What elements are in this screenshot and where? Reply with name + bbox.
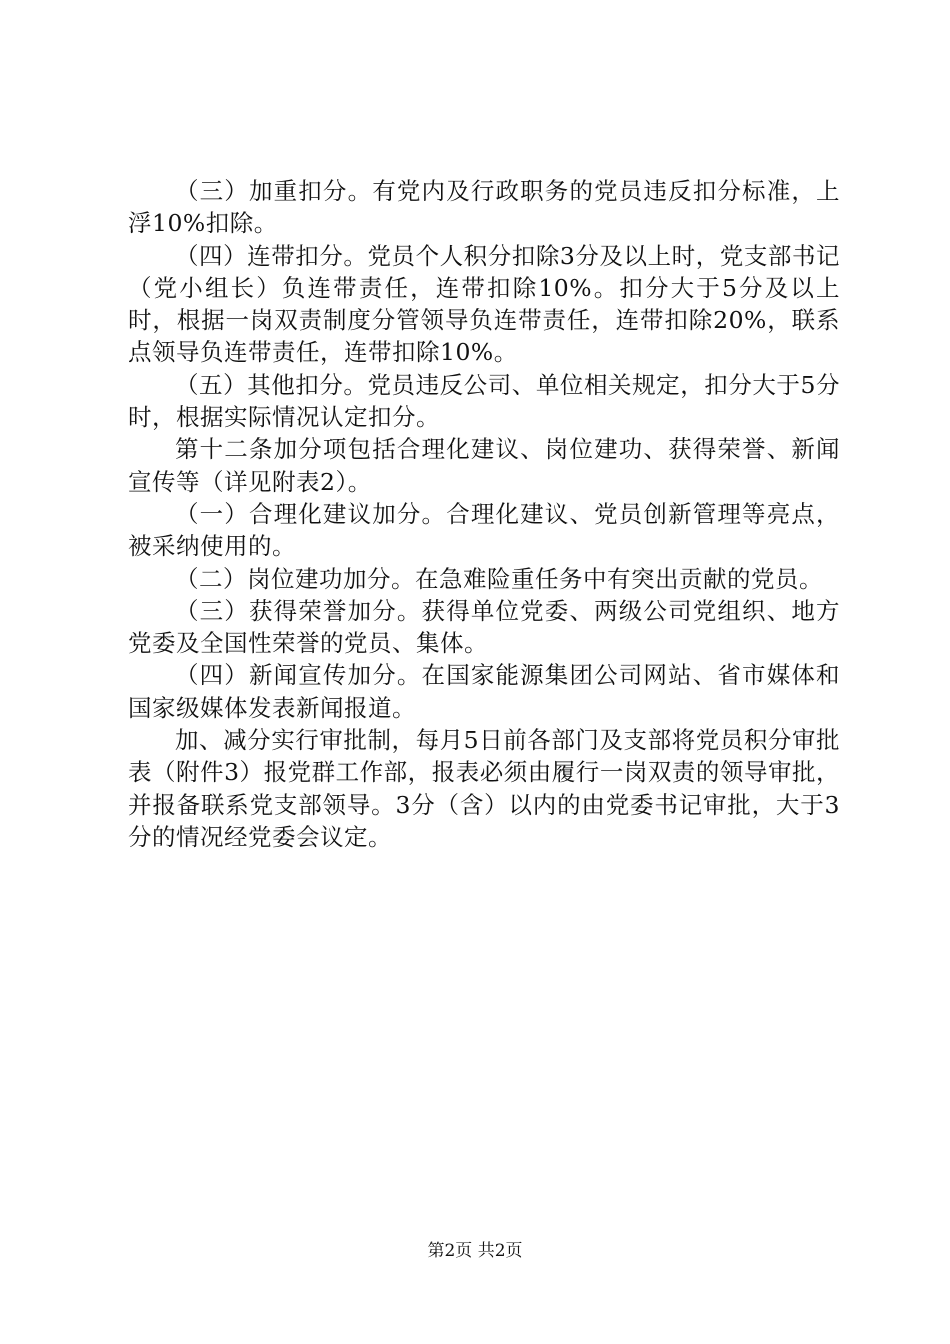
paragraph-joint-deduction: （四）连带扣分。党员个人积分扣除3分及以上时，党支部书记（党小组长）负连带责任，连带扣除10%。扣分大于5分及以上时，根据一岗双责制度分管领导负连带责任，连带扣除20%，联系点领导负连带责任，连带扣除10%。 [128, 241, 840, 367]
paragraph-post-merit-bonus: （二）岗位建功加分。在急难险重任务中有突出贡献的党员。 [175, 564, 823, 593]
page-number-label: 第2页 共2页 [427, 1241, 523, 1261]
page-footer [0, 1240, 950, 1262]
paragraph-news-bonus: （四）新闻宣传加分。在国家能源集团公司网站、省市媒体和国家级媒体发表新闻报道。 [128, 661, 840, 722]
paragraph-approval-process: 加、减分实行审批制，每月5日前各部门及支部将党员积分审批表（附件3）报党群工作部，报表必须由履行一岗双责的领导审批，并报备联系党支部领导。3分（含）以内的由党委书记审批，大于3分的情况经党委会议定。 [128, 726, 840, 851]
paragraph-honor-bonus: （三）获得荣誉加分。获得单位党委、两级公司党组织、地方党委及全国性荣誉的党员、集体。 [128, 596, 840, 658]
document-body [128, 175, 840, 853]
paragraph-article-twelve: 第十二条加分项包括合理化建议、岗位建功、获得荣誉、新闻宣传等（详见附表2）。 [128, 435, 840, 496]
paragraph-other-deduction: （五）其他扣分。党员违反公司、单位相关规定，扣分大于5分时，根据实际情况认定扣分。 [128, 370, 840, 432]
paragraph-suggestion-bonus: （一）合理化建议加分。合理化建议、党员创新管理等亮点，被采纳使用的。 [128, 499, 840, 561]
paragraph-aggravated-deduction: （三）加重扣分。有党内及行政职务的党员违反扣分标准，上浮10%扣除。 [128, 177, 840, 238]
